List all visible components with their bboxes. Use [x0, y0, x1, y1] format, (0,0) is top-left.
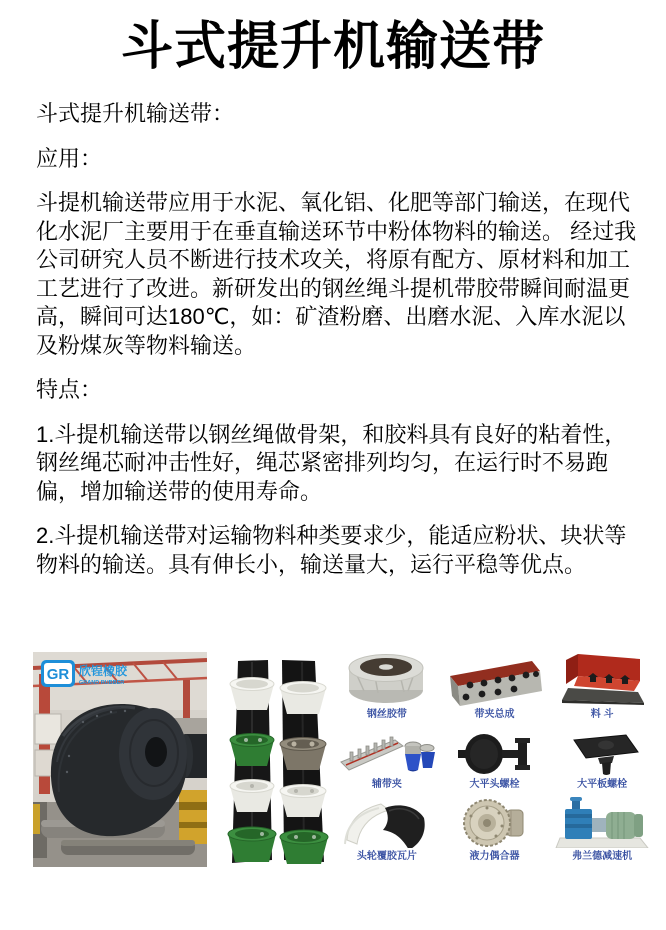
product-cell-flat-plate-bolt: [548, 723, 656, 793]
hopper-image: [558, 651, 646, 706]
product-cell-steel-wire-belt: [333, 650, 441, 723]
page-title: 斗式提升机输送带: [120, 18, 545, 76]
description-text-block: [36, 100, 638, 595]
features-heading: 特点：: [36, 377, 103, 402]
feature-item-1: 1.斗提机输送带以钢丝绳做骨架，和胶料具有良好的粘着性，钢丝绳芯耐冲击性好，绳芯紧密排列均匀，在运行时不易跑偏，增加输送带的使用寿命。: [36, 421, 627, 504]
rubber-tiles-image: [339, 798, 434, 848]
logo-company-en: GRAND RUBBER: [79, 680, 125, 686]
product-label: 料 斗: [590, 709, 614, 720]
logo-monogram: GR: [46, 666, 70, 683]
bucket-white: [280, 682, 326, 715]
clamp-assembly-image: [444, 656, 544, 706]
bucket-green: [230, 734, 274, 767]
window: [35, 714, 61, 744]
factory-belt-roll-photo: [33, 652, 207, 867]
intro-label: 斗式提升机输送带：: [36, 101, 235, 126]
grand-rubber-logo: [41, 660, 128, 687]
fluid-coupling-image: [455, 798, 533, 848]
feature-item-2: 2.斗提机输送带对运输物料种类要求少，能适应粉状、块状等物料的输送。具有伸长小，输送量大，运行平稳等优点。: [36, 523, 627, 577]
product-cell-flender-reducer: [548, 793, 656, 865]
product-label: 辅带夹: [371, 779, 402, 790]
bucket-green: [228, 827, 276, 862]
logo-company-cn: 欣锃橡胶: [79, 664, 128, 678]
accessory-grid: [333, 650, 656, 870]
product-cell-aux-belt-clamp: [333, 723, 441, 793]
bucket-white: [230, 780, 274, 813]
product-label: 弗兰德减速机: [572, 851, 633, 862]
product-label: 大平板螺栓: [577, 779, 628, 790]
belt-roll-core-hole: [145, 737, 167, 767]
bucket-green: [280, 830, 328, 864]
product-cell-hopper: [548, 650, 656, 723]
yellow-machine: [179, 790, 207, 844]
product-images-section: [0, 650, 666, 875]
elevator-buckets-photo: [222, 658, 337, 865]
application-heading: 应用：: [36, 145, 103, 171]
bucket-steel: [280, 738, 326, 771]
aux-belt-clamp-image: [337, 732, 437, 776]
flat-plate-bolt-image: [562, 732, 642, 776]
product-label: 液力偶合器: [469, 851, 520, 862]
product-label: 头轮覆胶瓦片: [356, 851, 417, 862]
product-label: 钢丝胶带: [366, 709, 407, 720]
flat-head-bolt-image: [454, 732, 534, 776]
product-label: 大平头螺栓: [469, 779, 520, 790]
steel-wire-belt-image: [344, 651, 429, 706]
product-cell-clamp-assembly: [441, 650, 549, 723]
flender-reducer-image: [552, 796, 652, 848]
product-cell-fluid-coupling: [441, 793, 549, 865]
application-paragraph: 斗提机输送带应用于水泥、氧化铝、化肥等部门输送，在现代化水泥厂主要用于在垂直输送环节中粉体物料的输送。 经过我公司研究人员不断进行技术攻关，将原有配方、原材料和加工工艺进行了改进。新研发出的钢丝绳斗提机带胶带瞬间耐温更高，瞬间可达180℃，如：矿渣粉磨、出磨水泥、入库水泥以及粉煤灰等物料输送。: [36, 190, 637, 358]
bucket-white: [230, 678, 274, 711]
product-cell-flat-head-bolt: [441, 723, 549, 793]
product-cell-rubber-tiles: [333, 793, 441, 865]
product-label: 带夹总成: [474, 709, 515, 720]
bucket-white: [280, 785, 326, 818]
